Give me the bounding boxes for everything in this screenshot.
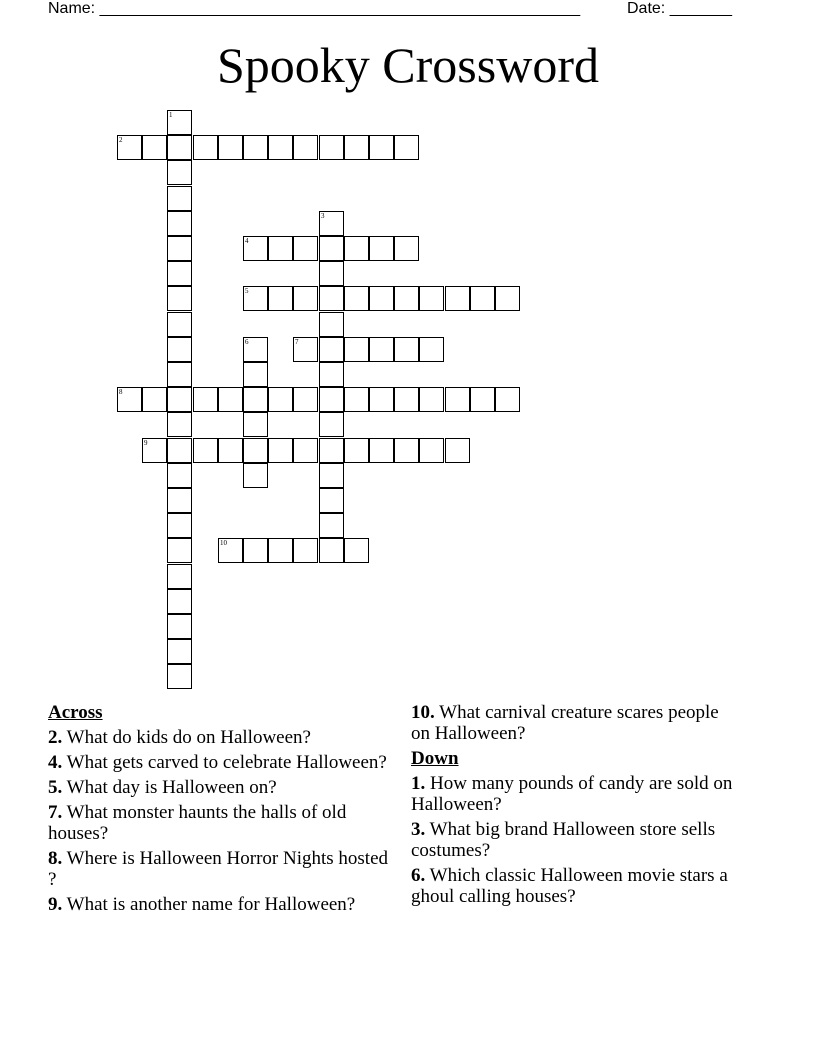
grid-cell[interactable] — [319, 513, 344, 538]
clue-number: 10 — [220, 539, 227, 547]
grid-cell[interactable] — [268, 135, 293, 160]
grid-cell[interactable] — [167, 236, 192, 261]
clue-across-4: 4. What gets carved to celebrate Halloween? — [48, 752, 387, 773]
grid-cell[interactable] — [193, 438, 218, 463]
grid-cell[interactable] — [193, 135, 218, 160]
clue-across-9: 9. What is another name for Halloween? — [48, 894, 356, 915]
grid-cell[interactable] — [293, 135, 318, 160]
name-label: Name: — [48, 0, 96, 17]
clue-number: 7 — [295, 338, 299, 346]
grid-cell[interactable] — [243, 135, 268, 160]
grid-cell[interactable] — [319, 538, 344, 563]
grid-cell[interactable] — [167, 261, 192, 286]
grid-cell[interactable] — [319, 463, 344, 488]
grid-cell[interactable] — [344, 236, 369, 261]
clue-across-10: 10. What carnival creature scares people on Halloween? — [411, 702, 719, 744]
grid-cell[interactable] — [243, 412, 268, 437]
grid-cell[interactable] — [218, 438, 243, 463]
name-line[interactable]: ______________________________________________________ — [99, 0, 581, 17]
grid-cell[interactable] — [167, 438, 192, 463]
grid-cell[interactable] — [167, 110, 192, 135]
grid-cell[interactable] — [344, 538, 369, 563]
grid-cell[interactable] — [293, 387, 318, 412]
clue-across-2: 2. What do kids do on Halloween? — [48, 727, 311, 748]
grid-cell[interactable] — [369, 286, 394, 311]
clue-number: 1 — [169, 111, 173, 119]
grid-cell[interactable] — [142, 387, 167, 412]
grid-cell[interactable] — [319, 236, 344, 261]
grid-cell[interactable] — [167, 362, 192, 387]
grid-cell[interactable] — [167, 488, 192, 513]
clue-number: 6 — [245, 338, 249, 346]
grid-cell[interactable] — [268, 236, 293, 261]
grid-cell[interactable] — [394, 438, 419, 463]
grid-cell[interactable] — [243, 337, 268, 362]
grid-cell[interactable] — [167, 412, 192, 437]
grid-cell[interactable] — [319, 211, 344, 236]
grid-cell[interactable] — [293, 286, 318, 311]
grid-cell[interactable] — [419, 438, 444, 463]
grid-cell[interactable] — [369, 337, 394, 362]
grid-cell[interactable] — [268, 538, 293, 563]
grid-cell[interactable] — [167, 186, 192, 211]
grid-cell[interactable] — [167, 639, 192, 664]
date-label: Date: — [627, 0, 666, 17]
grid-cell[interactable] — [218, 387, 243, 412]
grid-cell[interactable] — [344, 387, 369, 412]
grid-cell[interactable] — [319, 337, 344, 362]
grid-cell[interactable] — [394, 135, 419, 160]
across-heading: Across — [48, 702, 103, 723]
grid-cell[interactable] — [243, 438, 268, 463]
clue-across-8: 8. Where is Halloween Horror Nights hosted ? — [48, 848, 389, 890]
grid-cell[interactable] — [218, 135, 243, 160]
clue-number: 2 — [119, 136, 123, 144]
clue-number: 4 — [245, 237, 249, 245]
grid-cell[interactable] — [167, 463, 192, 488]
grid-cell[interactable] — [344, 337, 369, 362]
clue-across-5: 5. What day is Halloween on? — [48, 777, 277, 798]
grid-cell[interactable] — [344, 438, 369, 463]
grid-cell[interactable] — [293, 337, 318, 362]
grid-cell[interactable] — [268, 286, 293, 311]
grid-cell[interactable] — [193, 387, 218, 412]
grid-cell[interactable] — [319, 362, 344, 387]
grid-cell[interactable] — [369, 438, 394, 463]
grid-cell[interactable] — [167, 337, 192, 362]
down-heading: Down — [411, 748, 459, 769]
grid-cell[interactable] — [319, 412, 344, 437]
clue-down-3: 3. What big brand Halloween store sells costumes? — [411, 819, 716, 861]
grid-cell[interactable] — [167, 286, 192, 311]
date-line[interactable]: _______ — [669, 0, 732, 17]
clues-column-right — [411, 702, 741, 911]
grid-cell[interactable] — [470, 286, 495, 311]
page-title: Spooky Crossword — [217, 37, 599, 93]
grid-cell[interactable] — [293, 438, 318, 463]
grid-cell[interactable] — [470, 387, 495, 412]
grid-cell[interactable] — [167, 664, 192, 689]
grid-cell[interactable] — [319, 438, 344, 463]
grid-cell[interactable] — [243, 463, 268, 488]
grid-cell[interactable] — [394, 337, 419, 362]
grid-cell[interactable] — [268, 387, 293, 412]
grid-cell[interactable] — [319, 488, 344, 513]
clue-across-7: 7. What monster haunts the halls of old houses? — [48, 802, 347, 844]
grid-cell[interactable] — [319, 261, 344, 286]
grid-cell[interactable] — [243, 236, 268, 261]
grid-cell[interactable] — [117, 387, 142, 412]
grid-cell[interactable] — [218, 538, 243, 563]
grid-cell[interactable] — [142, 438, 167, 463]
clue-down-1: 1. How many pounds of candy are sold on Halloween? — [411, 773, 733, 815]
clues-column-left — [48, 702, 388, 919]
grid-cell[interactable] — [495, 286, 520, 311]
grid-cell[interactable] — [268, 438, 293, 463]
grid-cell[interactable] — [445, 438, 470, 463]
clue-number: 5 — [245, 287, 249, 295]
grid-cell[interactable] — [445, 387, 470, 412]
grid-cell[interactable] — [394, 286, 419, 311]
clue-number: 9 — [144, 439, 148, 447]
grid-cell[interactable] — [167, 538, 192, 563]
clue-number: 3 — [321, 212, 325, 220]
grid-cell[interactable] — [167, 564, 192, 589]
grid-cell[interactable] — [243, 362, 268, 387]
grid-cell[interactable] — [293, 236, 318, 261]
grid-cell[interactable] — [319, 312, 344, 337]
grid-cell[interactable] — [167, 312, 192, 337]
grid-cell[interactable] — [142, 135, 167, 160]
grid-cell[interactable] — [419, 387, 444, 412]
grid-cell[interactable] — [319, 286, 344, 311]
grid-cell[interactable] — [167, 387, 192, 412]
grid-cell[interactable] — [445, 286, 470, 311]
grid-cell[interactable] — [167, 513, 192, 538]
grid-cell[interactable] — [243, 286, 268, 311]
clue-down-6: 6. Which classic Halloween movie stars a ghoul calling houses? — [411, 865, 728, 907]
grid-cell[interactable] — [344, 135, 369, 160]
clue-number: 8 — [119, 388, 123, 396]
grid-cell[interactable] — [369, 387, 394, 412]
grid-cell[interactable] — [293, 538, 318, 563]
grid-cell[interactable] — [369, 135, 394, 160]
grid-cell[interactable] — [319, 387, 344, 412]
grid-cell[interactable] — [167, 614, 192, 639]
grid-cell[interactable] — [319, 135, 344, 160]
grid-cell[interactable] — [394, 387, 419, 412]
grid-cell[interactable] — [369, 236, 394, 261]
grid-cell[interactable] — [243, 538, 268, 563]
grid-cell[interactable] — [495, 387, 520, 412]
grid-cell[interactable] — [117, 135, 142, 160]
grid-cell[interactable] — [167, 589, 192, 614]
grid-cell[interactable] — [167, 211, 192, 236]
grid-cell[interactable] — [243, 387, 268, 412]
grid-cell[interactable] — [344, 286, 369, 311]
grid-cell[interactable] — [394, 236, 419, 261]
grid-cell[interactable] — [167, 160, 192, 185]
grid-cell[interactable] — [419, 337, 444, 362]
grid-cell[interactable] — [419, 286, 444, 311]
grid-cell[interactable] — [167, 135, 192, 160]
